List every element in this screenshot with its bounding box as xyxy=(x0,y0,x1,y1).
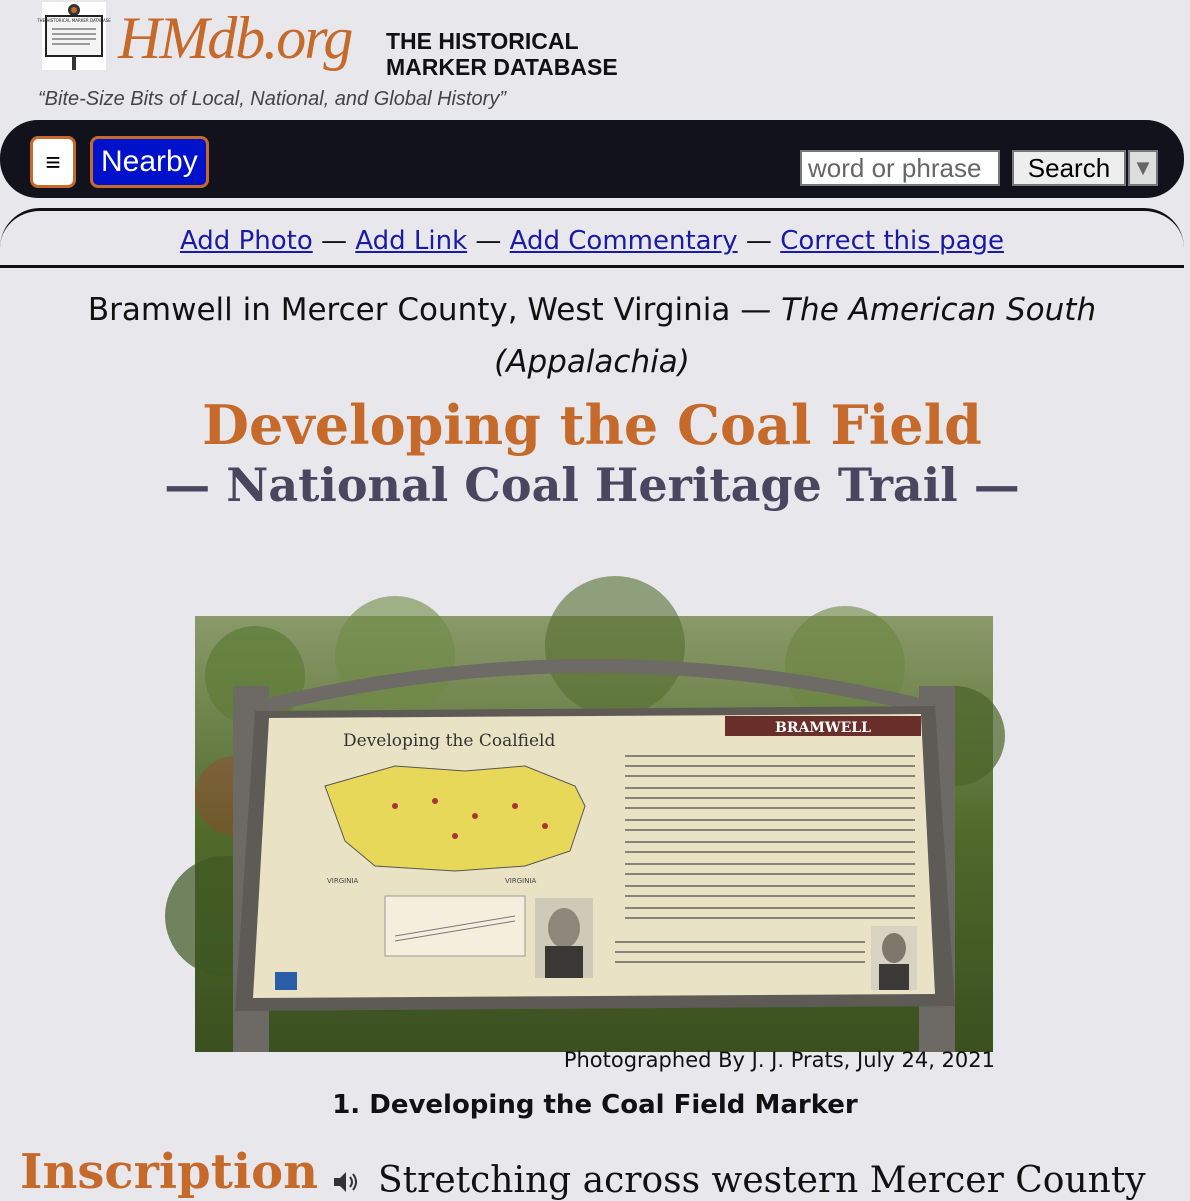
menu-button[interactable]: ≡ xyxy=(30,136,76,188)
logo-sign-text: THE HISTORICAL MARKER DATABASE xyxy=(37,18,111,23)
photo-caption: 1. Developing the Coal Field Marker xyxy=(332,1090,858,1120)
site-title xyxy=(386,28,618,80)
nearby-button[interactable]: Nearby xyxy=(90,136,209,188)
page-actions-bar xyxy=(0,208,1184,268)
location-place[interactable]: Bramwell in Mercer County, West Virginia xyxy=(87,292,731,328)
map-label-virginia: VIRGINIA xyxy=(327,877,359,885)
marker-subtitle[interactable]: — National Coal Heritage Trail — xyxy=(164,458,1020,512)
separator: — xyxy=(467,226,510,256)
map-label-virginia-2: VIRGINIA xyxy=(505,877,537,885)
marker-title: Developing the Coal Field xyxy=(202,393,982,457)
panel-banner-text: BRAMWELL xyxy=(775,720,871,736)
correct-page-link[interactable]: Correct this page xyxy=(780,226,1005,256)
panel-title-text: Developing the Coalfield xyxy=(343,731,556,751)
inscription-heading: Inscription xyxy=(20,1144,319,1200)
marker-sign-icon[interactable] xyxy=(37,2,111,70)
location-region[interactable]: The American South (Appalachia) xyxy=(494,292,1097,380)
marker-location xyxy=(60,284,1124,388)
add-commentary-link[interactable]: Add Commentary xyxy=(509,226,738,256)
masthead xyxy=(0,0,1184,120)
search-button[interactable]: Search xyxy=(1012,150,1126,186)
search-options-chevron-down-icon[interactable]: ▼ xyxy=(1128,150,1158,186)
photo-credit: Photographed By J. J. Prats, July 24, 2021 xyxy=(563,1048,995,1072)
add-photo-link[interactable]: Add Photo xyxy=(179,226,313,256)
separator: — xyxy=(737,226,781,256)
location-separator: — xyxy=(730,292,782,328)
add-link-link[interactable]: Add Link xyxy=(355,226,468,256)
separator: — xyxy=(312,226,356,256)
site-title-line1: THE HISTORICAL xyxy=(386,28,579,54)
inscription-text: Stretching across western Mercer County xyxy=(378,1160,1146,1201)
site-title-line2: MARKER DATABASE xyxy=(386,54,618,80)
site-tagline: “Bite-Size Bits of Local, National, and Global History” xyxy=(38,88,506,110)
site-logo[interactable]: HMdb.org xyxy=(118,5,352,71)
speaker-icon[interactable] xyxy=(332,1170,360,1194)
marker-photo[interactable] xyxy=(195,616,993,1052)
nav-bar xyxy=(0,120,1184,198)
search-input[interactable]: word or phrase xyxy=(800,150,1000,186)
